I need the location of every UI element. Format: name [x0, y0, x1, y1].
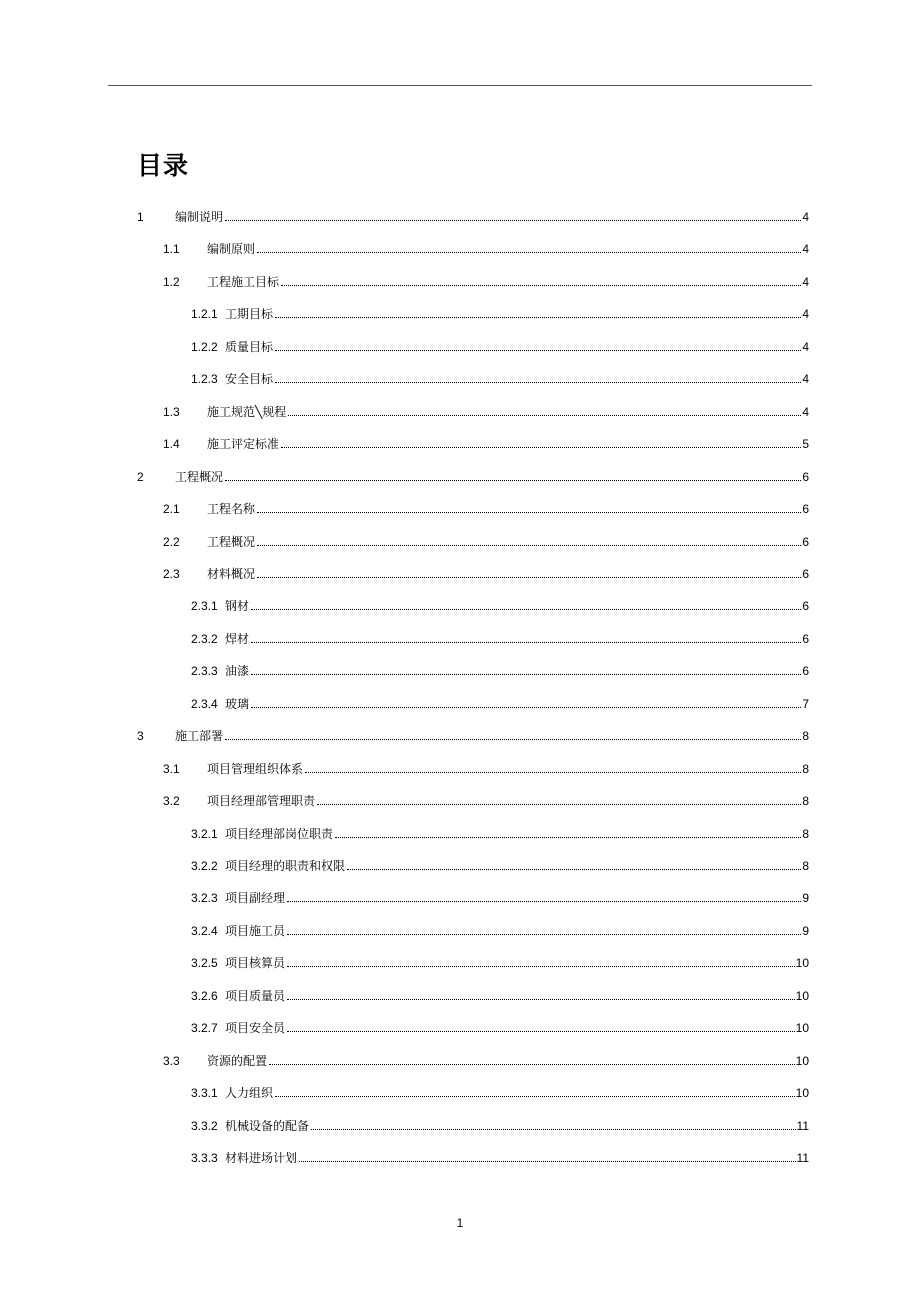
toc-dot-leader — [275, 317, 801, 318]
toc-entry-label: 项目核算员 — [225, 956, 286, 970]
toc-entry-page: 9 — [802, 924, 809, 938]
toc-dot-leader — [347, 869, 801, 870]
toc-entry-label: 项目质量员 — [225, 989, 286, 1003]
toc-entry-number: 3.3.3 — [191, 1151, 218, 1165]
toc-dot-leader — [317, 804, 801, 805]
toc-entry-label: 焊材 — [225, 632, 250, 646]
toc-entry-number: 3.3.1 — [191, 1086, 218, 1100]
toc-entry-number: 3.2.1 — [191, 827, 218, 841]
toc-entry-page: 6 — [802, 470, 809, 484]
toc-entry-label: 项目安全员 — [225, 1021, 286, 1035]
toc-entry-number: 3.2.4 — [191, 924, 218, 938]
toc-entry-page: 10 — [795, 989, 809, 1003]
toc-dot-leader — [257, 512, 801, 513]
toc-entry-label: 机械设备的配备 — [225, 1119, 310, 1133]
toc-dot-leader — [335, 837, 801, 838]
toc-entry-page: 6 — [802, 535, 809, 549]
toc-entry[interactable] — [191, 302, 809, 322]
toc-entry-page: 10 — [795, 1021, 809, 1035]
toc-entry[interactable] — [163, 237, 809, 257]
toc-entry[interactable] — [191, 335, 809, 355]
toc-entry-label: 玻璃 — [225, 697, 250, 711]
toc-entry-page: 10 — [795, 956, 809, 970]
toc-entry-number: 3.2.5 — [191, 956, 218, 970]
toc-entry-label: 安全目标 — [225, 372, 274, 386]
toc-entry-label: 项目经理部管理职责 — [207, 794, 316, 808]
toc-entry-number: 1.2.2 — [191, 340, 218, 354]
toc-entry-number: 2.3.3 — [191, 664, 218, 678]
toc-entry-label: 材料进场计划 — [225, 1151, 298, 1165]
toc-entry-number: 3.2.6 — [191, 989, 218, 1003]
toc-entry[interactable] — [163, 530, 809, 550]
toc-entry-page: 6 — [802, 632, 809, 646]
toc-entry-number: 1.2.3 — [191, 372, 218, 386]
toc-entry-label: 项目经理的职责和权限 — [225, 859, 346, 873]
toc-entry[interactable] — [191, 854, 809, 874]
toc-entry-label: 项目管理组织体系 — [207, 762, 304, 776]
toc-entry-number: 2 — [137, 470, 144, 484]
toc-entry-page: 11 — [796, 1151, 809, 1165]
toc-entry[interactable] — [163, 497, 809, 517]
toc-dot-leader — [257, 545, 801, 546]
toc-entry-label: 材料概况 — [207, 567, 256, 581]
toc-entry-page: 10 — [795, 1086, 809, 1100]
toc-entry-number: 2.3 — [163, 567, 180, 581]
toc-entry[interactable] — [137, 205, 809, 225]
toc-entry-number: 3.2.3 — [191, 891, 218, 905]
toc-entry-label: 油漆 — [225, 664, 250, 678]
toc-entry-page: 6 — [802, 664, 809, 678]
toc-dot-leader — [288, 415, 801, 416]
toc-entry-page: 8 — [802, 794, 809, 808]
toc-dot-leader — [287, 999, 795, 1000]
toc-entry-page: 8 — [802, 729, 809, 743]
toc-dot-leader — [275, 382, 801, 383]
toc-entry-page: 11 — [796, 1119, 809, 1133]
toc-entry[interactable] — [191, 627, 809, 647]
toc-entry-page: 4 — [802, 340, 809, 354]
toc-entry[interactable] — [191, 1016, 809, 1036]
toc-entry-page: 9 — [802, 891, 809, 905]
toc-entry-label: 资源的配置 — [207, 1054, 268, 1068]
toc-entry-page: 4 — [802, 275, 809, 289]
toc-entry-page: 4 — [802, 242, 809, 256]
toc-entry-label: 施工部署 — [175, 729, 224, 743]
toc-entry[interactable] — [163, 757, 809, 777]
toc-entry[interactable] — [191, 594, 809, 614]
toc-entry-number: 3.2.2 — [191, 859, 218, 873]
toc-entry-number: 1.3 — [163, 405, 180, 419]
toc-entry-label: 工程施工目标 — [207, 275, 280, 289]
toc-dot-leader — [251, 707, 801, 708]
toc-entry[interactable] — [163, 400, 809, 420]
toc-entry[interactable] — [137, 465, 809, 485]
toc-entry-page: 4 — [802, 307, 809, 321]
toc-entry-page: 6 — [802, 599, 809, 613]
toc-entry-number: 1.2.1 — [191, 307, 218, 321]
toc-dot-leader — [287, 934, 801, 935]
toc-entry-number: 3 — [137, 729, 144, 743]
toc-dot-leader — [287, 901, 801, 902]
toc-entry-number: 1.1 — [163, 242, 180, 256]
toc-entry-number: 3.3.2 — [191, 1119, 218, 1133]
toc-entry[interactable] — [163, 1049, 809, 1069]
toc-entry-page: 4 — [802, 405, 809, 419]
toc-dot-leader — [225, 739, 801, 740]
toc-entry-number: 2.2 — [163, 535, 180, 549]
toc-entry-number: 2.1 — [163, 502, 180, 516]
toc-dot-leader — [281, 285, 801, 286]
toc-dot-leader — [225, 220, 801, 221]
toc-dot-leader — [257, 577, 801, 578]
toc-dot-leader — [275, 350, 801, 351]
toc-dot-leader — [305, 772, 801, 773]
toc-entry-number: 2.3.1 — [191, 599, 218, 613]
toc-entry[interactable] — [191, 951, 809, 971]
toc-entry-label: 人力组织 — [225, 1086, 274, 1100]
toc-entry-page: 6 — [802, 502, 809, 516]
toc-dot-leader — [257, 252, 801, 253]
toc-entry-label: 钢材 — [225, 599, 250, 613]
toc-dot-leader — [287, 966, 795, 967]
toc-entry-page: 8 — [802, 827, 809, 841]
toc-entry[interactable] — [191, 367, 809, 387]
toc-entry-label: 工程概况 — [175, 470, 224, 484]
toc-entry-page: 4 — [802, 372, 809, 386]
toc-entry-number: 3.1 — [163, 762, 180, 776]
toc-entry-label: 编制原则 — [207, 242, 256, 256]
toc-entry-page: 4 — [802, 210, 809, 224]
toc-entry-number: 3.3 — [163, 1054, 180, 1068]
toc-dot-leader — [287, 1031, 795, 1032]
header-rule — [108, 85, 812, 86]
toc-entry-label: 项目经理部岗位职责 — [225, 827, 334, 841]
toc-entry-number: 1.2 — [163, 275, 180, 289]
toc-entry-number: 1.4 — [163, 437, 180, 451]
toc-entry[interactable] — [163, 789, 809, 809]
toc-entry-page: 5 — [802, 437, 809, 451]
toc-dot-leader — [251, 642, 801, 643]
toc-entry[interactable] — [163, 562, 809, 582]
toc-entry-label: 施工规范╲规程 — [207, 405, 287, 419]
toc-entry[interactable] — [137, 724, 809, 744]
toc-entry-label: 编制说明 — [175, 210, 224, 224]
toc-entry-label: 工程概况 — [207, 535, 256, 549]
toc-dot-leader — [251, 674, 801, 675]
page-number: 1 — [456, 1216, 464, 1230]
toc-entry-page: 8 — [802, 762, 809, 776]
toc-dot-leader — [269, 1064, 795, 1065]
toc-entry[interactable] — [191, 659, 809, 679]
toc-dot-leader — [275, 1096, 795, 1097]
toc-entry[interactable] — [191, 822, 809, 842]
toc-entry-number: 2.3.4 — [191, 697, 218, 711]
toc-dot-leader — [281, 447, 801, 448]
toc-entry[interactable] — [163, 432, 809, 452]
toc-entry[interactable] — [191, 1146, 809, 1166]
toc-entry-page: 8 — [802, 859, 809, 873]
toc-dot-leader — [225, 480, 801, 481]
toc-entry[interactable] — [191, 919, 809, 939]
toc-entry-number: 2.3.2 — [191, 632, 218, 646]
toc-entry-page: 7 — [802, 697, 809, 711]
toc-entry-label: 工期目标 — [225, 307, 274, 321]
toc-entry-label: 项目施工员 — [225, 924, 286, 938]
toc-entry-number: 3.2.7 — [191, 1021, 218, 1035]
toc-entry-label: 工程名称 — [207, 502, 256, 516]
toc-entry-label: 施工评定标准 — [207, 437, 280, 451]
toc-entry[interactable] — [191, 886, 809, 906]
toc-entry[interactable] — [163, 270, 809, 290]
toc-dot-leader — [299, 1161, 796, 1162]
toc-entry-label: 质量目标 — [225, 340, 274, 354]
toc-dot-leader — [311, 1129, 796, 1130]
toc-title: 目录 — [137, 151, 190, 180]
toc-entry-page: 6 — [802, 567, 809, 581]
toc-entry[interactable] — [191, 1081, 809, 1101]
toc-entry-number: 3.2 — [163, 794, 180, 808]
toc-entry[interactable] — [191, 692, 809, 712]
toc-dot-leader — [251, 609, 801, 610]
toc-entry-label: 项目副经理 — [225, 891, 286, 905]
toc-entry-page: 10 — [795, 1054, 809, 1068]
toc-entry[interactable] — [191, 984, 809, 1004]
toc-entry[interactable] — [191, 1114, 809, 1134]
toc-entry-number: 1 — [137, 210, 144, 224]
